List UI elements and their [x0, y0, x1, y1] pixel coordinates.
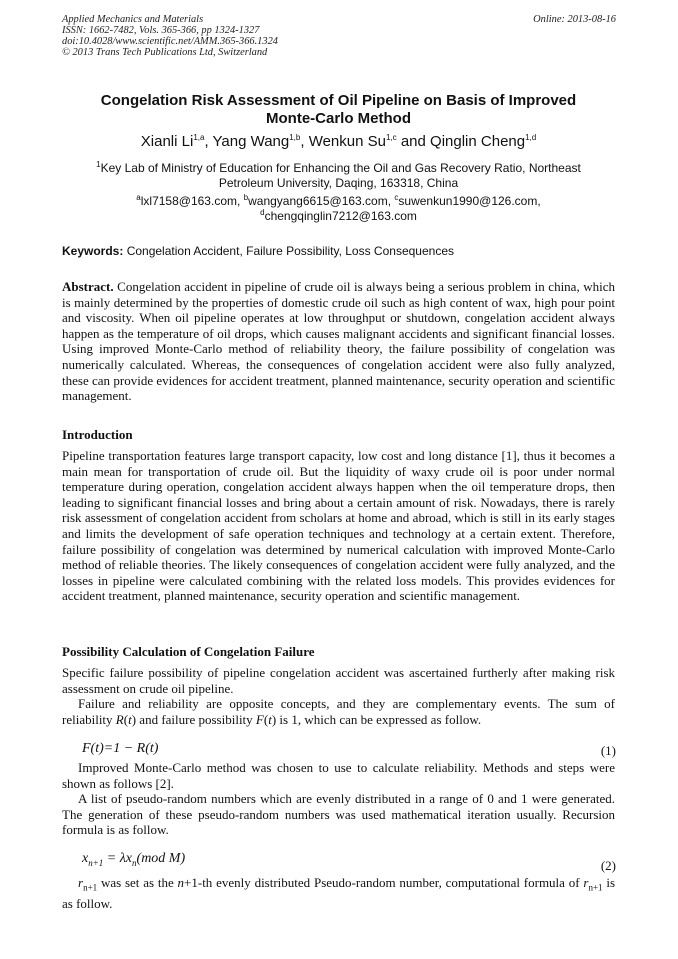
- email-link[interactable]: lxl7158@163.com: [140, 194, 237, 208]
- equation-1: F(t)=1 − R(t): [82, 741, 159, 756]
- journal-header: [62, 14, 278, 58]
- online-date: Online: 2013-08-16: [533, 14, 616, 25]
- equation-2-number: (2): [600, 858, 616, 873]
- equation-2: $x_{n+1} = \lambda x_n(mod$ M): [82, 851, 186, 868]
- author-affil-sup: 1,c: [385, 133, 397, 142]
- affiliation-line-1: Key Lab of Ministry of Education for Enhancing the Oil and Gas Recovery Ratio, Northeast: [100, 161, 581, 175]
- section-heading-possibility: Possibility Calculation of Congelation Failure: [62, 644, 315, 659]
- author-name: Qinglin Cheng: [430, 133, 526, 150]
- email-link[interactable]: wangyang6615@163.com: [248, 194, 388, 208]
- author-affil-sup: 1,d: [525, 133, 537, 142]
- journal-name: Applied Mechanics and Materials: [62, 14, 204, 25]
- abstract: [62, 279, 615, 404]
- author-affil-sup: 1,a: [193, 133, 205, 142]
- author-name: Yang Wang: [212, 133, 290, 150]
- email-link[interactable]: chengqinglin7212@163.com: [264, 209, 417, 223]
- abstract-label: Abstract.: [62, 279, 114, 294]
- section2-paragraph-4: A list of pseudo-random numbers which are evenly distributed in a range of 0 and 1 were generated. The generation of these pseudo-random numbers was used mathematical iteration usually. Recursion formula is as follow.: [62, 791, 615, 838]
- author-name: Wenkun Su: [308, 133, 386, 150]
- equation-1-number: (1): [600, 743, 616, 758]
- keywords-text: Congelation Accident, Failure Possibility, Loss Consequences: [123, 244, 454, 258]
- keywords: [62, 244, 615, 259]
- journal-doi: doi:10.4028/www.scientific.net/AMM.365-366.1324: [62, 36, 278, 47]
- authors-and: and: [396, 133, 431, 150]
- introduction-text: Pipeline transportation features large transport capacity, low cost and long distance [1], thus it becomes a main mean for transportation of crude oil. But the liquidity of waxy crude oil is poor under normal temperature during operation, congelation accident always happen when the oil temperature drops, then leading to significant financial losses and bring about a certain amount of risk. Nowadays, there is rarely risk assessment of congelation accident from scholars at home and abroad, which is still in its early stages and limits the development of safe operation techniques and technology at a certain extent. Therefore, failure possibility of congelation was determined by numerical calculation with improved Monte-Carlo method of reliable theories. The likely consequences of congelation accident were fully analyzed, and the losses in pipeline were calculated combining with the related loss models. This provides evidences for accident treatment, planned maintenance, security operation and scientific management.: [62, 448, 615, 604]
- section2-paragraph-5: $r_{n+1}$ was set as the n+1-th evenly distributed Pseudo-random number, computational formula of $r_{n+1}$ is as follow.: [62, 875, 616, 912]
- affiliation: [62, 161, 615, 191]
- affiliation-line-2: Petroleum University, Daqing, 163318, China: [218, 176, 459, 190]
- author-list: Xianli Li$^{1,a}$, Yang Wang$^{1,b}$, Wenkun Su$^{1,c}$ and Qinglin Cheng$^{1,d}$: [140, 133, 537, 150]
- email-link[interactable]: suwenkun1990@126.com: [398, 194, 538, 208]
- journal-issn: ISSN: 1662-7482, Vols. 365-366, pp 1324-1327: [62, 25, 260, 36]
- journal-copyright: © 2013 Trans Tech Publications Ltd, Switzerland: [62, 47, 268, 58]
- author-affil-sup: 1,b: [289, 133, 301, 142]
- title-line-1: Congelation Risk Assessment of Oil Pipeline on Basis of Improved: [100, 92, 577, 109]
- title-line-2: Monte-Carlo Method: [266, 110, 411, 127]
- affiliation-sup: 1: [96, 160, 101, 169]
- keywords-label: Keywords:: [62, 244, 124, 258]
- paper-title: [62, 92, 615, 128]
- section2-paragraph-3: Improved Monte-Carlo method was chosen to use to calculate reliability. Methods and steps were shown as follows [2].: [62, 760, 615, 791]
- section2-paragraph-1: Specific failure possibility of pipeline congelation accident was ascertained furtherly after making risk assessment on crude oil pipeline.: [62, 665, 615, 696]
- author-name: Xianli Li: [140, 133, 194, 150]
- section-heading-introduction: Introduction: [62, 427, 133, 442]
- section2-paragraph-2: Failure and reliability are opposite concepts, and they are complementary events. The sum of reliability R(t) and failure possibility F(t) is 1, which can be expressed as follow.: [62, 696, 615, 727]
- author-emails: $^a$lxl7158@163.com, $^b$wangyang6615@163.com, $^c$suwenkun1990@126.com, $^d$chengqinglin7212@163.com: [136, 193, 541, 223]
- abstract-text: Congelation accident in pipeline of crude oil is always being a serious problem in china, which is mainly determined by the properties of domestic crude oil such as high content of wax, high pour point and viscosity. When oil pipeline operates at low throughput or shutdown, congelation accident always happen as the temperature of oil drops, which causes malignant accidents and significant financial losses. Using improved Monte-Carlo method of reliability theory, the failure possibility of congelation was numerically calculated. Whereas, the consequences of congelation accident were also fully analyzed, these can provide evidences for accident treatment, planned maintenance, security operation and scientific management.: [62, 279, 615, 404]
